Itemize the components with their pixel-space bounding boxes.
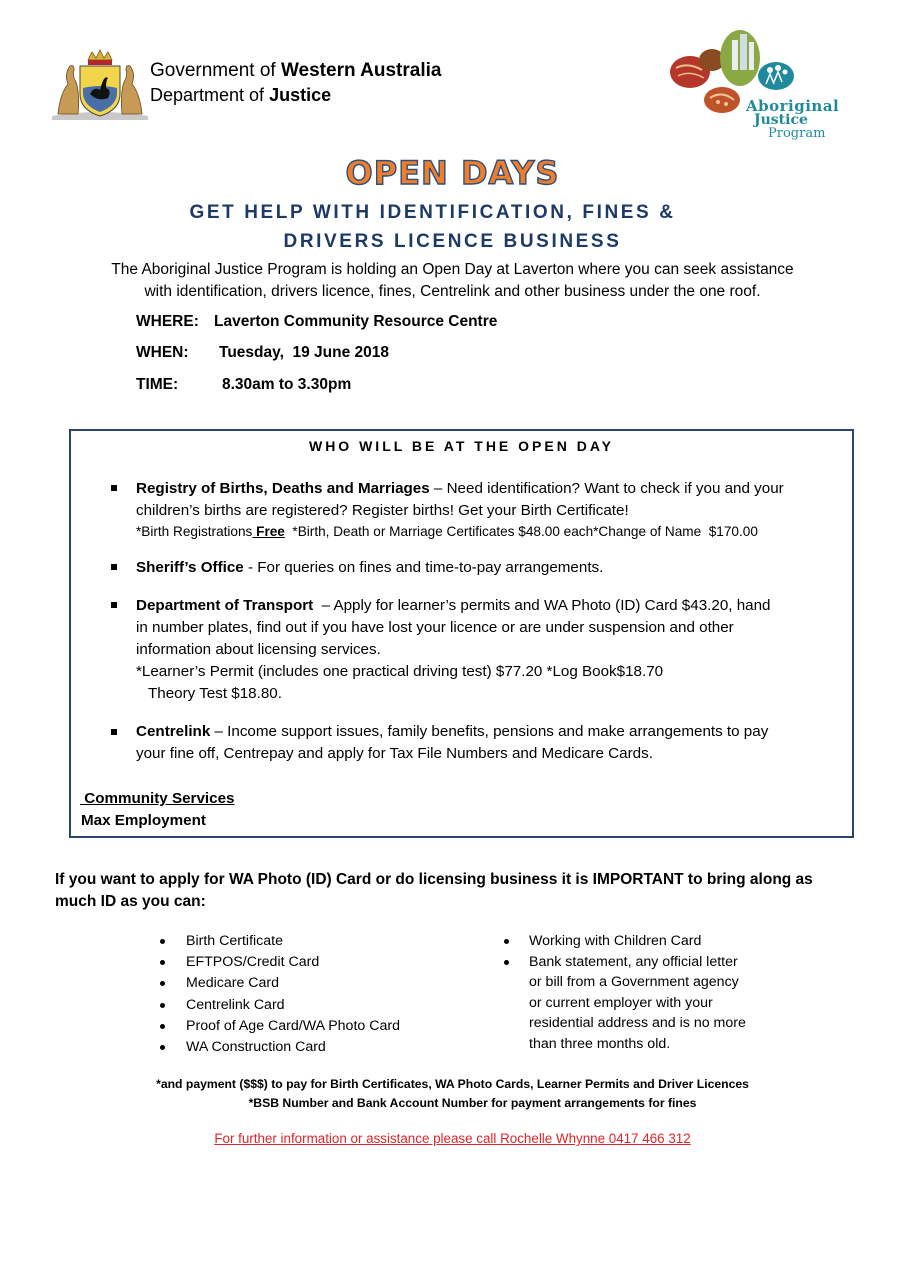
id-list-item-line: residential address and is no more [529, 1015, 746, 1031]
where-label: WHERE: [136, 313, 199, 330]
sheriff-name: Sheriff’s Office [136, 559, 244, 576]
subtitle-line-1: GET HELP WITH IDENTIFICATION, FINES & [189, 202, 676, 223]
intro-line-2: with identification, drivers licence, fines, Centrelink and other business under the one roof. [144, 283, 761, 300]
contact-info-link[interactable]: For further information or assistance please call Rochelle Whynne 0417 466 312 [214, 1131, 691, 1146]
id-list-item-line: than three months old. [529, 1036, 671, 1052]
attendees-heading: WHO WILL BE AT THE OPEN DAY [308, 438, 614, 454]
government-prefix: Government of [150, 60, 281, 81]
where-value: Laverton Community Resource Centre [214, 313, 498, 330]
logo-word-program: Program [768, 126, 826, 141]
payment-note: *and payment ($$$) to pay for Birth Certificates, WA Photo Cards, Learner Permits and Driver Licences [156, 1077, 749, 1091]
bsb-note: *BSB Number and Bank Account Number for payment arrangements for fines [248, 1096, 697, 1110]
time-label: TIME: [136, 376, 179, 393]
when-label: WHEN: [136, 344, 189, 361]
bullet-square-icon [111, 564, 117, 570]
intro-line-1: The Aboriginal Justice Program is holding an Open Day at Laverton where you can seek assistance [111, 261, 794, 278]
bullet-square-icon [111, 602, 117, 608]
transport-line-1 [136, 595, 771, 617]
bullet-dot-icon [160, 939, 165, 944]
page-title: OPEN DAYS [345, 154, 560, 192]
centrelink-text-1: – Income support issues, family benefits, pensions and make arrangements to pay [210, 723, 769, 740]
wa-government-crest-icon [50, 44, 150, 120]
important-line-1: If you want to apply for WA Photo (ID) Card or do licensing business it is IMPORTANT to bring along as [55, 871, 813, 888]
registry-fees-prefix: *Birth Registrations [136, 524, 253, 539]
sheriff-text: - For queries on fines and time-to-pay arrangements. [243, 559, 604, 576]
transport-line-5: Theory Test $18.80. [148, 685, 282, 702]
when-value: Tuesday, 19 June 2018 [219, 344, 390, 361]
bullet-dot-icon [160, 960, 165, 965]
registry-fees [136, 522, 758, 542]
transport-name: Department of Transport [136, 597, 314, 614]
bullet-dot-icon [160, 1045, 165, 1050]
id-list-item: Proof of Age Card/WA Photo Card [186, 1018, 400, 1034]
bullet-dot-icon [504, 960, 509, 965]
community-services-item: Max Employment [81, 812, 206, 829]
id-list-item: WA Construction Card [186, 1039, 326, 1055]
id-list-item: EFTPOS/Credit Card [186, 954, 320, 970]
registry-line-2: children’s births are registered? Register births! Get your Birth Certificate! [136, 502, 629, 519]
subtitle-line-2: DRIVERS LICENCE BUSINESS [283, 231, 622, 252]
transport-line-4: *Learner’s Permit (includes one practical driving test) $77.20 *Log Book$18.70 [136, 663, 664, 680]
id-list-item-line: or current employer with your [529, 995, 713, 1011]
centrelink-line-1 [136, 721, 768, 743]
registry-free-label: Free [252, 524, 285, 539]
bullet-dot-icon [504, 939, 509, 944]
community-services-heading: Community Services [80, 790, 235, 807]
id-list-item-line: or bill from a Government agency [529, 974, 739, 990]
registry-fees-rest: *Birth, Death or Marriage Certificates $48.00 each*Change of Name $170.00 [284, 524, 758, 539]
registry-line-1 [136, 478, 784, 500]
registry-name: Registry of Births, Deaths and Marriages [136, 480, 430, 497]
transport-text-1: – Apply for learner’s permits and WA Photo (ID) Card $43.20, hand [313, 597, 771, 614]
department-line [150, 84, 331, 106]
important-line-2: much ID as you can: [55, 893, 206, 910]
transport-line-2: in number plates, find out if you have lost your licence or are under suspension and other [136, 619, 734, 636]
bullet-square-icon [111, 485, 117, 491]
sheriff-line [136, 557, 603, 579]
bullet-dot-icon [160, 1003, 165, 1008]
transport-line-3: information about licensing services. [136, 641, 381, 658]
bullet-dot-icon [160, 981, 165, 986]
centrelink-line-2: your fine off, Centrepay and apply for Tax File Numbers and Medicare Cards. [136, 745, 653, 762]
bullet-dot-icon [160, 1024, 165, 1029]
registry-text-1: – Need identification? Want to check if you and your [429, 480, 784, 497]
bullet-square-icon [111, 729, 117, 735]
aboriginal-justice-program-logo-icon [668, 28, 848, 142]
id-list-item-line: Bank statement, any official letter [529, 954, 738, 970]
logo-word-justice: Justice [754, 112, 808, 128]
time-value: 8.30am to 3.30pm [222, 376, 352, 393]
important-notice [55, 869, 845, 913]
logo-word-aboriginal: Aboriginal [746, 97, 840, 115]
id-list-item: Centrelink Card [186, 997, 285, 1013]
id-list-item: Working with Children Card [529, 933, 702, 949]
government-line [150, 60, 441, 82]
government-state: Western Australia [280, 60, 442, 81]
department-prefix: Department of [150, 85, 270, 105]
id-list-item: Birth Certificate [186, 933, 283, 949]
centrelink-name: Centrelink [136, 723, 211, 740]
id-list-item: Medicare Card [186, 975, 280, 991]
department-name: Justice [269, 85, 332, 105]
